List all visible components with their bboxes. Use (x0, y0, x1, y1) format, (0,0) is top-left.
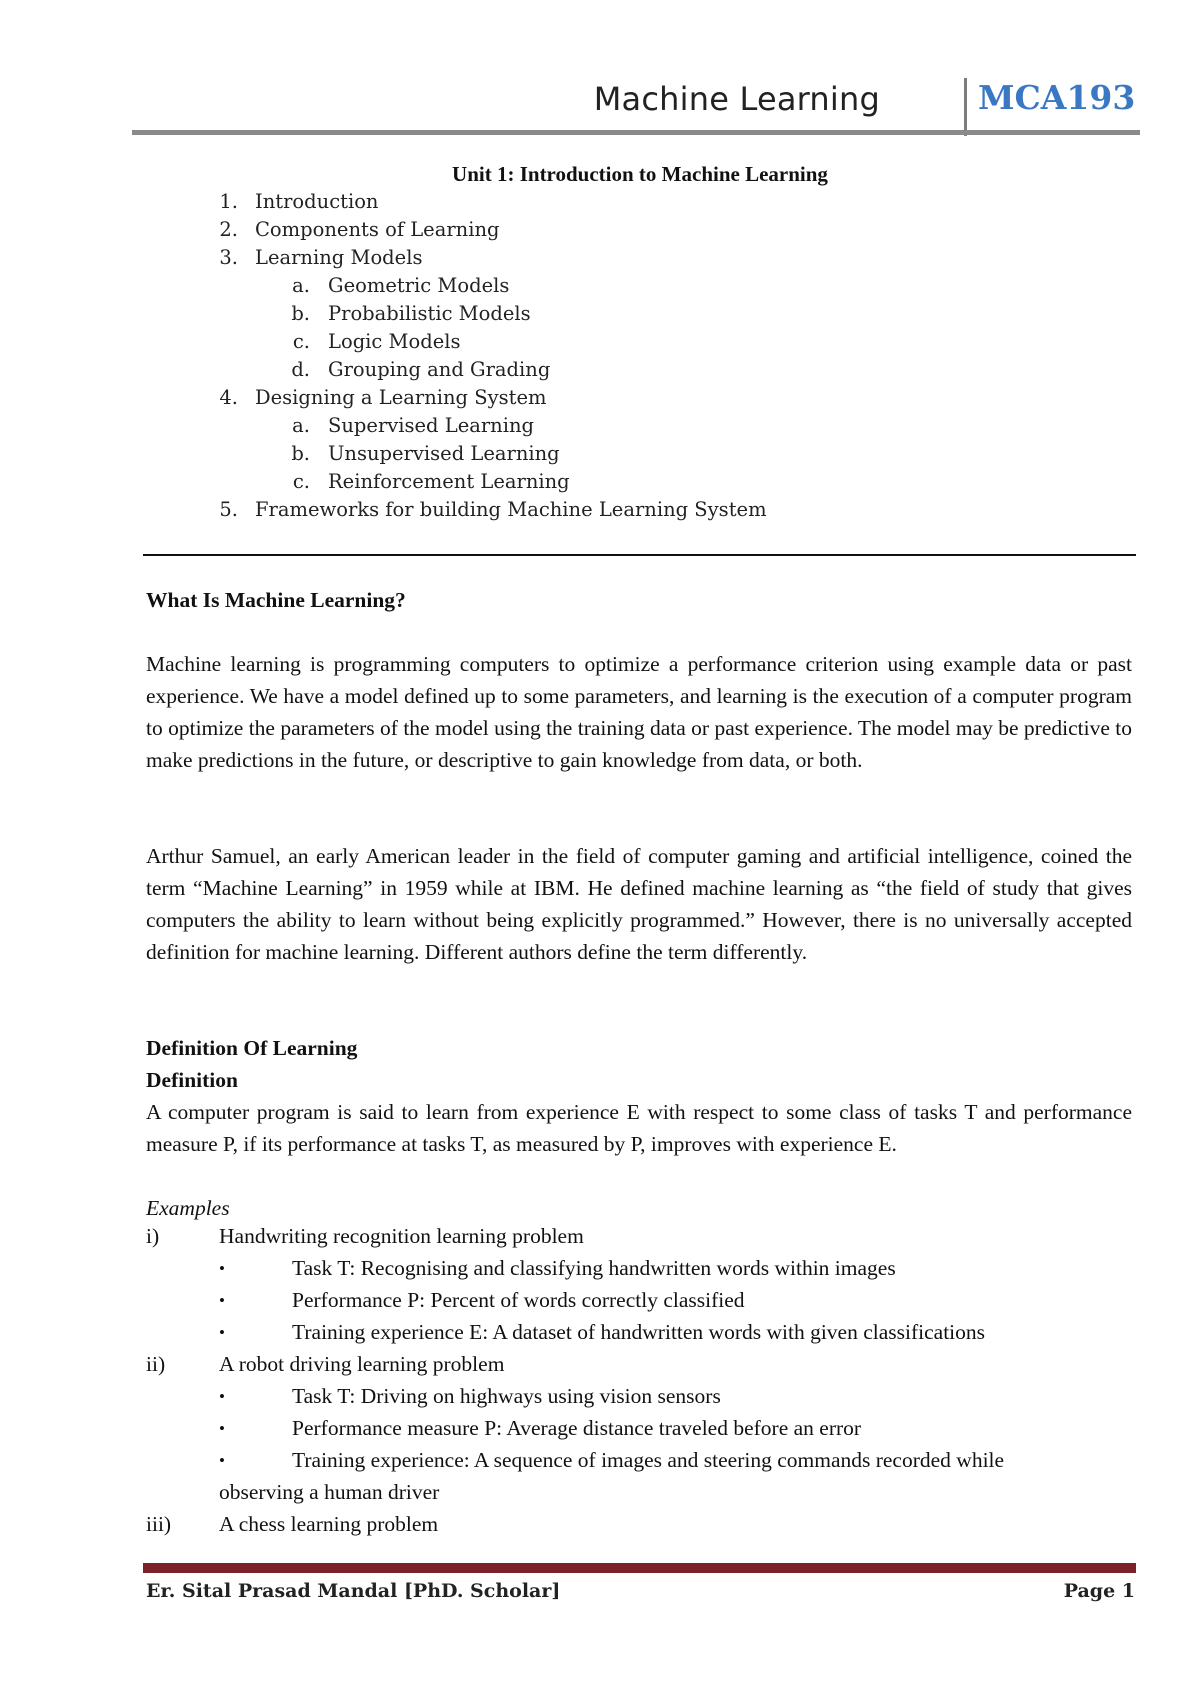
example-title: Handwriting recognition learning problem (219, 1224, 584, 1248)
example-title: A chess learning problem (219, 1512, 439, 1536)
bullet-icon: • (219, 1323, 225, 1342)
example-bullet: Task T: Recognising and classifying handwritten words within images (292, 1256, 896, 1280)
bullet-icon: • (219, 1419, 225, 1438)
header-rule (132, 130, 1140, 135)
example-bullet: Task T: Driving on highways using vision sensors (292, 1384, 721, 1408)
what-is-paragraph: Machine learning is programming computers to optimize a performance criterion using example data or past experience. We have a model defined up to some parameters, and learning is the execution of a computer program to optimize the parameters of the model using the training data or past experience. The model may be predictive to make predictions in the future, or descriptive to gain knowledge from data, or both. (146, 652, 1132, 772)
document-page: Machine Learning MCA193 Unit 1: Introduction to Machine Learning 1. Introduction 2. Components of Learning 3. Learning Models a. Geometric Models b. Probabilistic Models c. Logic Models d. Grouping and Grading 4. Designing a Learning System a. Supervised Learning b. Unsupervised Learning c. Reinforcement Learning 5. Frameworks for building Machine Learning System What Is Machine Learning? Machine learning is programming computers to optimize a performance criterion using example data or past experience. We have a model defined up to some parameters, and learning is the execution of a computer program to optimize the parameters of the model using the training data or past experience. The model may be predictive to make predictions in the future, or descriptive to gain knowledge from data, or both. Arthur Samuel, an early American leader in the field of computer gaming and artificial intelligence, coined the term “Machine Learning” in 1959 while at IBM. He defined machine learning as “the field of study that gives computers the ability to learn without being explicitly programmed.” However, there is no universally accepted definition for machine learning. Different authors define the term differently. Definition Of Learning Definition A computer program is said to learn from experience E with respect to some class of tasks T and performance measure P, if its performance at tasks T, as measured by P, improves with experience E. Examples i) Handwriting recognition learning problem • Task T: Recognising and classifying handwritten words within images • Performance P: Percent of words correctly classified • Training experience E: A dataset of handwritten words with given classifications ii) A robot driving learning problem • Task T: Driving on highways using vision sensors • Performance measure P: Average distance traveled before an error • Training experience: A sequence of images and steering commands recorded while observing a human driver iii) A chess learning problem Er. Sital Prasad Mandal [PhD. Scholar] Page 1 (0, 0, 1200, 1696)
definition-heading: Definition Of Learning (146, 1036, 358, 1060)
example-bullet: Training experience: A sequence of images and steering commands recorded while (292, 1448, 1005, 1472)
what-is-heading: What Is Machine Learning? (146, 588, 406, 612)
header-title: Machine Learning (593, 80, 880, 118)
course-code: MCA193 (978, 78, 1136, 117)
example-bullet: Training experience E: A dataset of handwritten words with given classifications (292, 1320, 986, 1344)
example-bullet-continuation: observing a human driver (219, 1480, 440, 1504)
bullet-icon: • (219, 1387, 225, 1406)
footer-rule (143, 1563, 1136, 1573)
unit-title: Unit 1: Introduction to Machine Learning (452, 162, 828, 186)
example-number: ii) (146, 1352, 166, 1376)
section-divider (143, 554, 1136, 556)
arthur-samuel-paragraph: Arthur Samuel, an early American leader in the field of computer gaming and artificial intelligence, coined the term “Machine Learning” in 1959 while at IBM. He defined machine learning as “the field of study that gives computers the ability to learn without being explicitly programmed.” However, there is no universally accepted definition for machine learning. Different authors define the term differently. (146, 844, 1132, 964)
bullet-icon: • (219, 1451, 225, 1470)
example-bullet: Performance P: Percent of words correctly classified (292, 1288, 745, 1312)
bullet-icon: • (219, 1291, 225, 1310)
example-number: i) (146, 1224, 160, 1248)
definition-text: A computer program is said to learn from experience E with respect to some class of tasks T and performance measure P, if its performance at tasks T, as measured by P, improves with experience E. (146, 1100, 1132, 1156)
example-bullet: Performance measure P: Average distance traveled before an error (292, 1416, 862, 1440)
footer-author: Er. Sital Prasad Mandal [PhD. Scholar] (146, 1580, 561, 1602)
example-number: iii) (146, 1512, 172, 1536)
example-title: A robot driving learning problem (219, 1352, 505, 1376)
definition-subheading: Definition (146, 1068, 238, 1092)
examples-heading: Examples (146, 1196, 230, 1220)
bullet-icon: • (219, 1259, 225, 1278)
page-number: Page 1 (1063, 1580, 1135, 1602)
header-divider (964, 78, 967, 136)
